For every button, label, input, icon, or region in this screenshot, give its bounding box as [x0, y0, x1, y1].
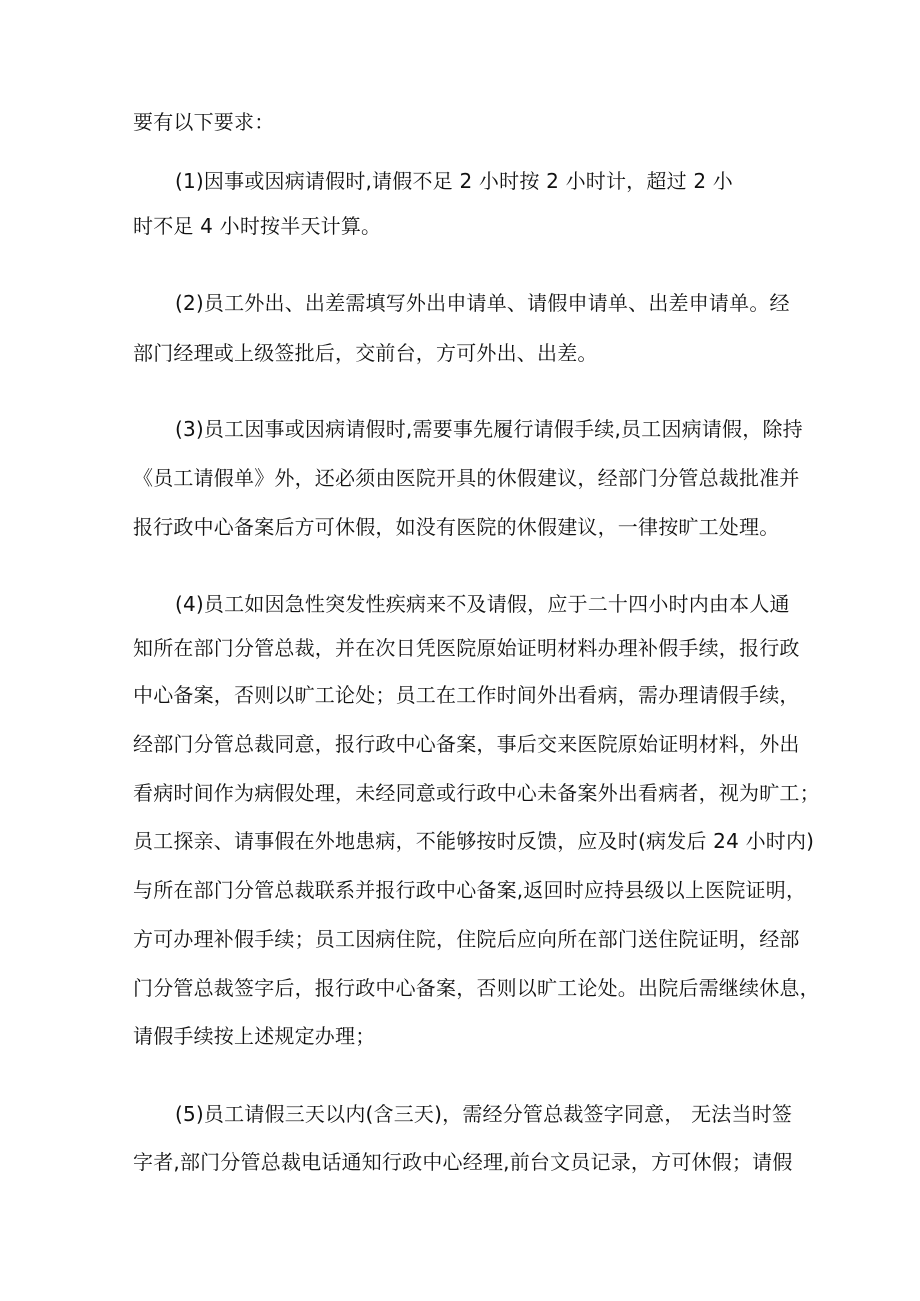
intro-line: 要有以下要求： — [133, 110, 275, 134]
item-2-line-2: 部门经理或上级签批后，交前台，方可外出、出差。 — [133, 341, 598, 365]
item-3-line-1: (3)员工因事或因病请假时,需要事先履行请假手续,员工因病请假，除持 — [175, 417, 803, 441]
item-5-line-2: 字者,部门分管总裁电话通知行政中心经理,前台文员记录，方可休假；请假 — [133, 1150, 793, 1174]
item-2-line-1: (2)员工外出、出差需填写外出申请单、请假申请单、出差申请单。经 — [175, 291, 790, 315]
item-4-line-7: 与所在部门分管总裁联系并报行政中心备案,返回时应持县级以上医院证明， — [133, 878, 807, 902]
item-4-line-10: 请假手续按上述规定办理； — [133, 1024, 376, 1048]
item-4-line-4: 经部门分管总裁同意，报行政中心备案，事后交来医院原始证明材料，外出 — [133, 732, 800, 756]
item-5-line-1: (5)员工请假三天以内(含三天)，需经分管总裁签字同意， 无法当时签 — [175, 1102, 793, 1126]
item-4-line-2: 知所在部门分管总裁，并在次日凭医院原始证明材料办理补假手续，报行政 — [133, 636, 800, 660]
item-1-line-1: (1)因事或因病请假时,请假不足 2 小时按 2 小时计，超过 2 小 — [175, 169, 734, 193]
item-4-line-1: (4)员工如因急性突发性疾病来不及请假，应于二十四小时内由本人通 — [175, 592, 790, 616]
item-4-line-9: 门分管总裁签字后，报行政中心备案，否则以旷工论处。出院后需继续休息， — [133, 976, 820, 1000]
item-4-line-3: 中心备案，否则以旷工论处；员工在工作时间外出看病，需办理请假手续， — [133, 683, 800, 707]
item-4-line-8: 方可办理补假手续；员工因病住院，住院后应向所在部门送住院证明，经部 — [133, 927, 800, 951]
item-3-line-2: 《员工请假单》外，还必须由医院开具的休假建议，经部门分管总裁批准并 — [133, 466, 800, 490]
item-4-line-6: 员工探亲、请事假在外地患病，不能够按时反馈，应及时(病发后 24 小时内) — [133, 829, 815, 853]
item-3-line-3: 报行政中心备案后方可休假，如没有医院的休假建议，一律按旷工处理。 — [133, 515, 780, 539]
item-4-line-5: 看病时间作为病假处理，未经同意或行政中心未备案外出看病者，视为旷工； — [133, 781, 820, 805]
item-1-line-2: 时不足 4 小时按半天计算。 — [133, 214, 382, 238]
